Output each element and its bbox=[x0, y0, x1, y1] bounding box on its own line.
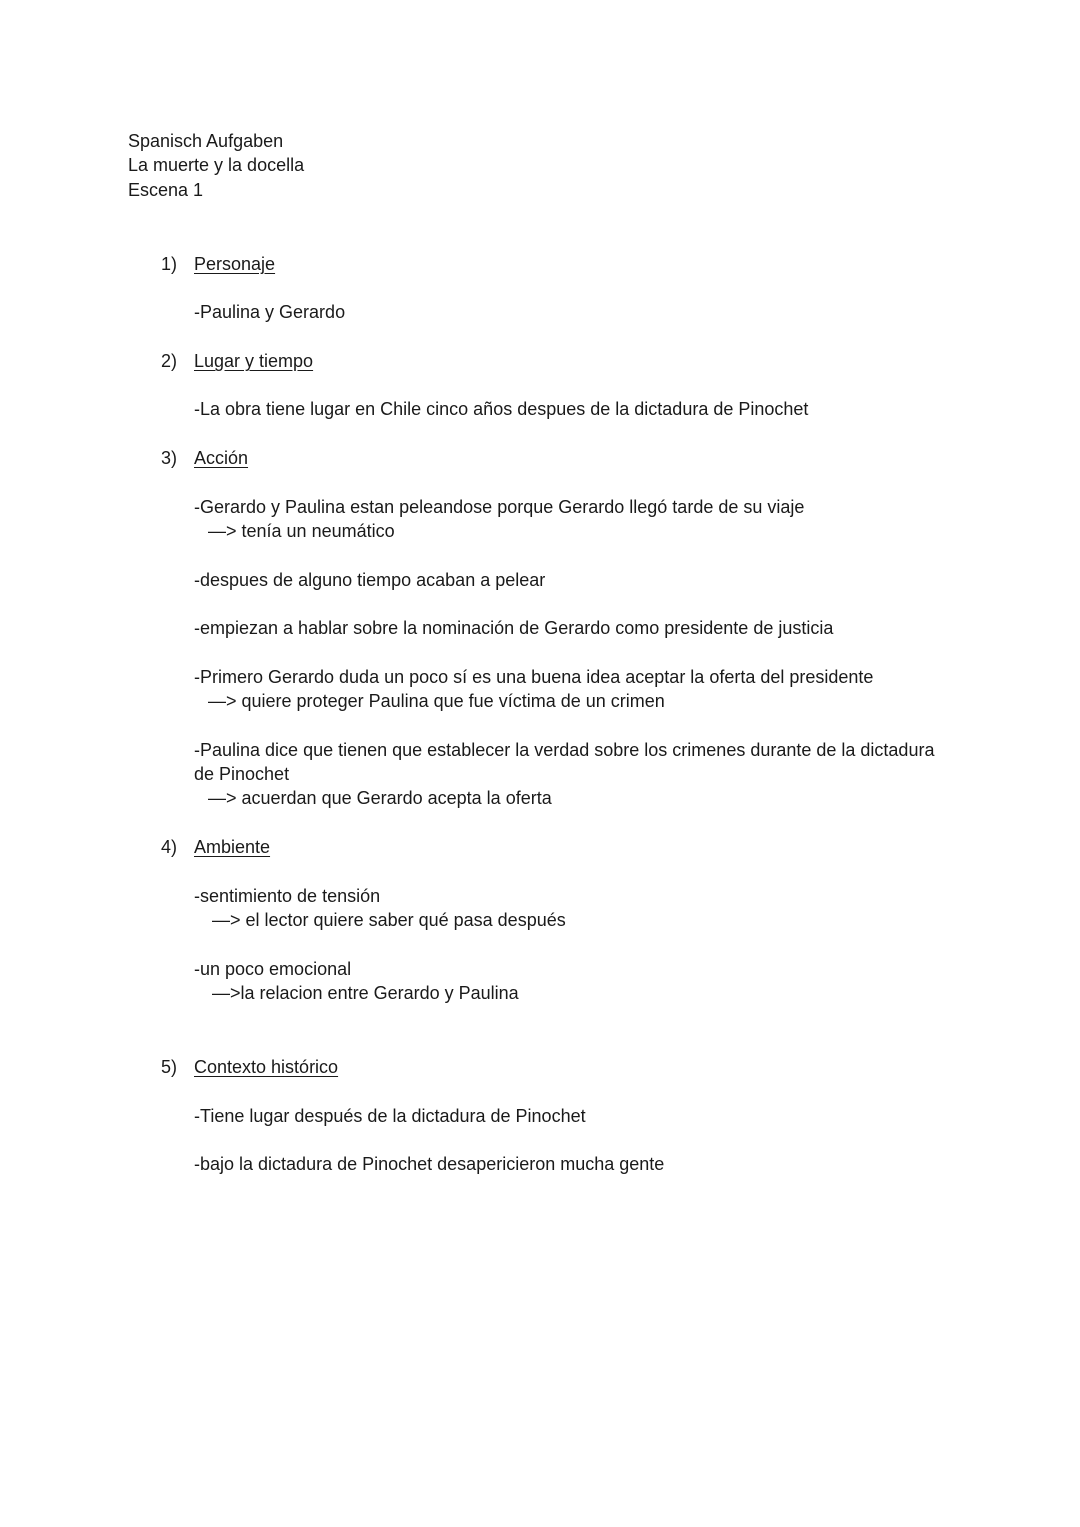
section-5-line: -bajo la dictadura de Pinochet desapericieron mucha gente bbox=[194, 1154, 665, 1174]
section-4-line: -un poco emocional bbox=[194, 959, 352, 979]
section-3-subline: —> tenía un neumático bbox=[208, 521, 395, 541]
section-3-number: 3) bbox=[161, 448, 178, 468]
section-2-line: -La obra tiene lugar en Chile cinco años despues de la dictadura de Pinochet bbox=[194, 399, 809, 419]
section-4-subline: —>la relacion entre Gerardo y Paulina bbox=[212, 983, 519, 1003]
section-3-line: -Primero Gerardo duda un poco sí es una buena idea aceptar la oferta del presidente bbox=[194, 667, 874, 687]
header-subject: Spanisch Aufgaben bbox=[128, 131, 284, 151]
section-3-subline: —> quiere proteger Paulina que fue víctima de un crimen bbox=[208, 691, 665, 711]
section-3-line-continued: de Pinochet bbox=[194, 764, 290, 784]
section-2-heading: Lugar y tiempo bbox=[194, 351, 314, 371]
section-4-heading: Ambiente bbox=[194, 837, 271, 857]
section-3-line: -empiezan a hablar sobre la nominación de Gerardo como presidente de justicia bbox=[194, 618, 834, 638]
section-5-heading: Contexto histórico bbox=[194, 1057, 339, 1077]
section-4-subline: —> el lector quiere saber qué pasa después bbox=[212, 910, 566, 930]
section-5-number: 5) bbox=[161, 1057, 178, 1077]
section-3-heading: Acción bbox=[194, 448, 249, 468]
section-5-line: -Tiene lugar después de la dictadura de Pinochet bbox=[194, 1106, 586, 1126]
section-1-heading: Personaje bbox=[194, 254, 276, 274]
section-4-number: 4) bbox=[161, 837, 178, 857]
section-1-number: 1) bbox=[161, 254, 178, 274]
section-1-line: -Paulina y Gerardo bbox=[194, 302, 346, 322]
header-title: La muerte y la docella bbox=[128, 155, 305, 175]
section-3-line: -despues de alguno tiempo acaban a pelear bbox=[194, 570, 546, 590]
header-scene: Escena 1 bbox=[128, 180, 204, 200]
section-3-line: -Paulina dice que tienen que establecer la verdad sobre los crimenes durante de la dictadura bbox=[194, 740, 935, 760]
section-4-line: -sentimiento de tensión bbox=[194, 886, 381, 906]
section-3-line: -Gerardo y Paulina estan peleandose porque Gerardo llegó tarde de su viaje bbox=[194, 497, 805, 517]
section-2-number: 2) bbox=[161, 351, 178, 371]
section-3-subline: —> acuerdan que Gerardo acepta la oferta bbox=[208, 788, 552, 808]
